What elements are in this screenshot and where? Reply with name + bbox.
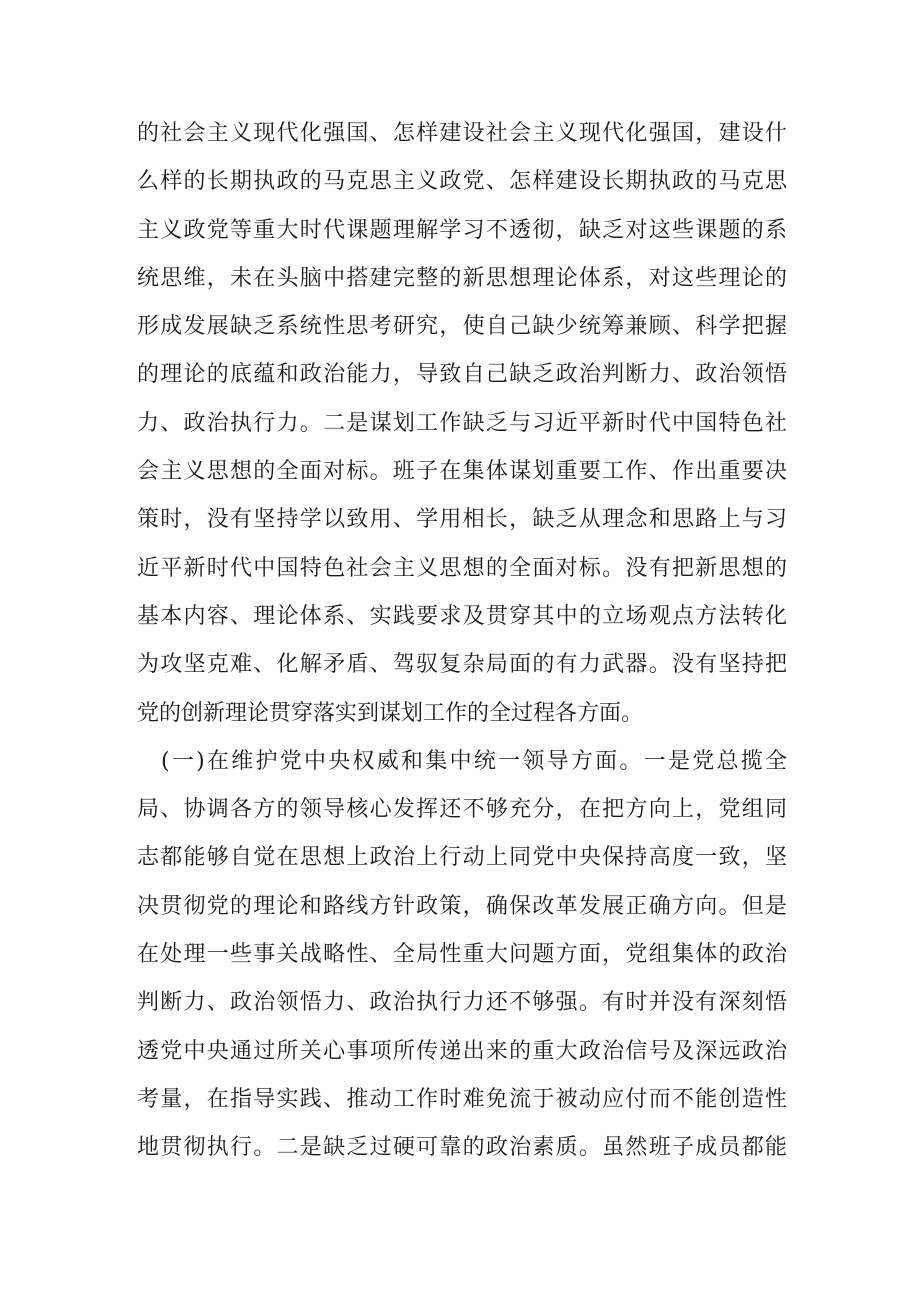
- text-line: 考量，在指导实践、推动工作时难免流于被动应付而不能创造性: [137, 1086, 787, 1112]
- text-line: 决贯彻党的理论和路线方针政策，确保改革发展正确方向。但是: [137, 893, 787, 919]
- text-line: 统思维，未在头脑中搭建完整的新思想理论体系，对这些理论的: [137, 265, 787, 291]
- text-line: 力、政治执行力。二是谋划工作缺乏与习近平新时代中国特色社: [137, 410, 787, 436]
- text-line: 形成发展缺乏系统性思考研究，使自己缺少统筹兼顾、科学把握: [137, 314, 787, 340]
- text-line: 局、协调各方的领导核心发挥还不够充分，在把方向上，党组同: [137, 797, 787, 823]
- text-line: 党的创新理论贯穿落实到谋划工作的全过程各方面。: [137, 700, 644, 726]
- paragraph-2: [137, 738, 787, 1173]
- text-line: 透党中央通过所关心事项所传递出来的重大政治信号及深远政治: [137, 1038, 787, 1064]
- text-line: 的理论的底蕴和政治能力，导致自己缺乏政治判断力、政治领悟: [137, 362, 787, 388]
- text-line: (一)在维护党中央权威和集中统一领导方面。一是党总揽全: [161, 748, 787, 774]
- text-line: 基本内容、理论体系、实践要求及贯穿其中的立场观点方法转化: [137, 603, 787, 629]
- text-line: 么样的长期执政的马克思主义政党、怎样建设长期执政的马克思: [137, 169, 787, 195]
- text-line: 志都能够自觉在思想上政治上行动上同党中央保持高度一致，坚: [137, 845, 787, 871]
- text-line: 地贯彻执行。二是缺乏过硬可靠的政治素质。虽然班子成员都能: [137, 1135, 787, 1161]
- paragraph-1: [137, 110, 787, 738]
- text-line: 的社会主义现代化强国、怎样建设社会主义现代化强国，建设什: [137, 121, 787, 146]
- text-line: 判断力、政治领悟力、政治执行力还不够强。有时并没有深刻悟: [137, 990, 787, 1016]
- text-line: 为攻坚克难、化解矛盾、驾驭复杂局面的有力武器。没有坚持把: [137, 652, 787, 678]
- text-line: 近平新时代中国特色社会主义思想的全面对标。没有把新思想的: [137, 555, 787, 581]
- document-body: [137, 110, 787, 1173]
- text-line: 会主义思想的全面对标。班子在集体谋划重要工作、作出重要决: [137, 459, 787, 485]
- text-line: 主义政党等重大时代课题理解学习不透彻，缺乏对这些课题的系: [137, 217, 787, 243]
- text-line: 策时，没有坚持学以致用、学用相长，缺乏从理念和思路上与习: [137, 507, 787, 533]
- text-line: 在处理一些事关战略性、全局性重大问题方面，党组集体的政治: [137, 942, 787, 968]
